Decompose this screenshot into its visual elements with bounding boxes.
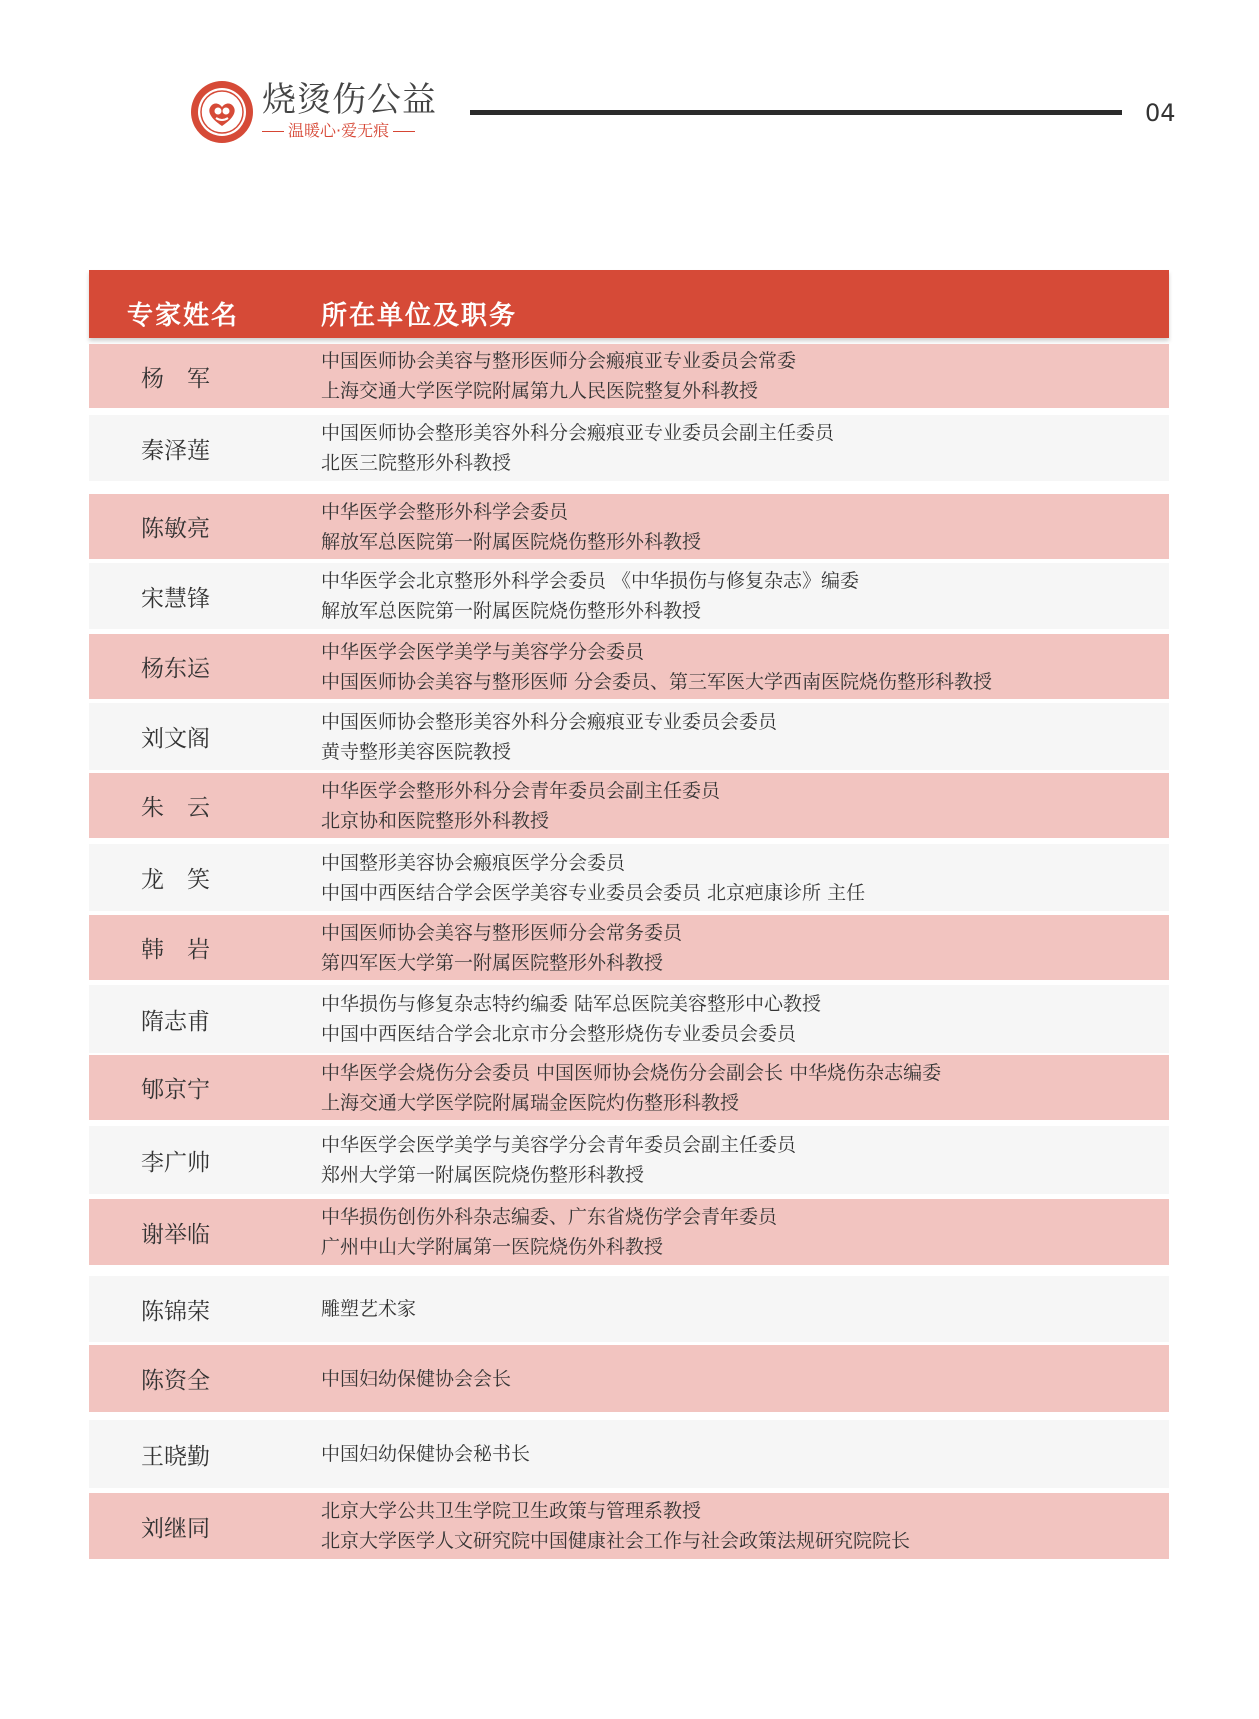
affiliation-line: 中华医学会烧伤分会委员 中国医师协会烧伤分会副会长 中华烧伤杂志编委 bbox=[321, 1061, 942, 1084]
header-unit-position: 所在单位及职务 bbox=[321, 301, 518, 331]
expert-name: 郇京宁 bbox=[141, 1077, 210, 1103]
expert-name: 刘文阁 bbox=[141, 726, 210, 752]
page-header bbox=[0, 0, 1259, 180]
affiliation-line: 上海交通大学医学院附属瑞金医院灼伤整形科教授 bbox=[321, 1091, 740, 1114]
table-row bbox=[89, 634, 1169, 699]
affiliation-line: 中华医学会整形外科学会委员 bbox=[321, 500, 569, 523]
table-row bbox=[89, 1199, 1169, 1265]
expert-name: 陈敏亮 bbox=[141, 516, 210, 542]
affiliation-line: 郑州大学第一附属医院烧伤整形科教授 bbox=[321, 1164, 645, 1186]
affiliation-line: 中国医师协会美容与整形医师分会瘢痕亚专业委员会常委 bbox=[321, 350, 797, 372]
expert-affiliation bbox=[321, 1493, 910, 1559]
affiliation-line: 中华医学会北京整形外科学会委员 《中华损伤与修复杂志》编委 bbox=[321, 570, 860, 592]
heart-logo-icon bbox=[190, 80, 254, 144]
table-row bbox=[89, 844, 1169, 911]
page-number: 04 bbox=[1145, 99, 1176, 127]
affiliation-line: 北京大学医学人文研究院中国健康社会工作与社会政策法规研究院院长 bbox=[321, 1530, 911, 1552]
expert-affiliation bbox=[321, 415, 834, 481]
affiliation-line: 北京协和医院整形外科教授 bbox=[321, 809, 550, 832]
slogan-dash-right bbox=[393, 131, 415, 132]
expert-name: 杨东运 bbox=[141, 656, 210, 682]
expert-name: 隋志甫 bbox=[141, 1008, 210, 1035]
expert-affiliation bbox=[321, 1199, 777, 1265]
affiliation-line: 中华损伤与修复杂志特约编委 陆军总医院美容整形中心教授 bbox=[321, 993, 822, 1015]
expert-name: 陈锦荣 bbox=[141, 1298, 210, 1325]
expert-affiliation bbox=[321, 344, 796, 408]
expert-affiliation bbox=[321, 494, 701, 559]
table-row bbox=[89, 1055, 1169, 1120]
table-row bbox=[89, 344, 1169, 408]
affiliation-line: 第四军医大学第一附属医院整形外科教授 bbox=[321, 951, 664, 974]
expert-affiliation bbox=[321, 634, 992, 699]
affiliation-line: 中国医师协会美容与整形医师分会常务委员 bbox=[321, 921, 683, 944]
table-row bbox=[89, 1345, 1169, 1412]
brand-slogan bbox=[258, 121, 419, 141]
expert-name: 杨 军 bbox=[141, 365, 210, 392]
expert-affiliation bbox=[321, 1055, 941, 1120]
affiliation-line: 中国中西医结合学会北京市分会整形烧伤专业委员会委员 bbox=[321, 1023, 797, 1045]
table-row bbox=[89, 773, 1169, 838]
affiliation-line: 中国医师协会美容与整形医师 分会委员、第三军医大学西南医院烧伤整形科教授 bbox=[321, 670, 993, 693]
affiliation-line: 中国中西医结合学会医学美容专业委员会委员 北京疤康诊所 主任 bbox=[321, 881, 866, 904]
affiliation-line: 黄寺整形美容医院教授 bbox=[321, 740, 512, 763]
affiliation-line: 广州中山大学附属第一医院烧伤外科教授 bbox=[321, 1236, 664, 1258]
expert-name: 王晓勤 bbox=[141, 1443, 210, 1470]
expert-name: 刘继同 bbox=[141, 1515, 210, 1542]
expert-name: 龙 笑 bbox=[141, 867, 210, 893]
expert-name: 李广帅 bbox=[141, 1149, 210, 1176]
expert-affiliation bbox=[321, 773, 720, 838]
expert-table bbox=[89, 270, 1169, 1552]
affiliation-line: 北京大学公共卫生学院卫生政策与管理系教授 bbox=[321, 1500, 702, 1522]
expert-name: 陈资全 bbox=[141, 1368, 210, 1394]
affiliation-line: 中华医学会医学美学与美容学分会委员 bbox=[321, 640, 645, 663]
table-row bbox=[89, 1126, 1169, 1194]
table-header bbox=[89, 270, 1169, 338]
expert-affiliation bbox=[321, 915, 682, 980]
slogan-dash-left bbox=[262, 131, 284, 132]
table-row bbox=[89, 415, 1169, 481]
affiliation-line: 中国妇幼保健协会秘书长 bbox=[321, 1443, 531, 1465]
table-row bbox=[89, 1276, 1169, 1342]
table-row bbox=[89, 985, 1169, 1053]
expert-name: 朱 云 bbox=[141, 795, 210, 821]
expert-affiliation bbox=[321, 1345, 511, 1412]
affiliation-line: 中国妇幼保健协会会长 bbox=[321, 1367, 512, 1390]
slogan-text: 温暖心·爱无痕 bbox=[288, 121, 390, 140]
affiliation-line: 解放军总医院第一附属医院烧伤整形外科教授 bbox=[321, 530, 702, 553]
affiliation-line: 中国整形美容协会瘢痕医学分会委员 bbox=[321, 851, 626, 874]
table-row bbox=[89, 1420, 1169, 1488]
affiliation-line: 中华损伤创伤外科杂志编委、广东省烧伤学会青年委员 bbox=[321, 1206, 778, 1228]
affiliation-line: 中华医学会医学美学与美容学分会青年委员会副主任委员 bbox=[321, 1134, 797, 1156]
table-row bbox=[89, 703, 1169, 770]
expert-affiliation bbox=[321, 985, 821, 1053]
affiliation-line: 北医三院整形外科教授 bbox=[321, 452, 512, 474]
expert-name: 谢举临 bbox=[141, 1221, 210, 1248]
table-row bbox=[89, 1493, 1169, 1559]
affiliation-line: 中华医学会整形外科分会青年委员会副主任委员 bbox=[321, 779, 721, 802]
affiliation-line: 上海交通大学医学院附属第九人民医院整复外科教授 bbox=[321, 380, 759, 402]
expert-name: 秦泽莲 bbox=[141, 437, 210, 464]
table-row bbox=[89, 915, 1169, 980]
expert-affiliation bbox=[321, 563, 859, 629]
table-row bbox=[89, 563, 1169, 629]
brand-name: 烧烫伤公益 bbox=[262, 80, 437, 120]
affiliation-line: 中国医师协会整形美容外科分会瘢痕亚专业委员会委员 bbox=[321, 710, 778, 733]
expert-affiliation bbox=[321, 1276, 416, 1342]
affiliation-line: 中国医师协会整形美容外科分会瘢痕亚专业委员会副主任委员 bbox=[321, 422, 835, 444]
header-rule bbox=[470, 110, 1122, 115]
expert-affiliation bbox=[321, 844, 865, 911]
expert-affiliation bbox=[321, 703, 777, 770]
table-row bbox=[89, 494, 1169, 559]
affiliation-line: 雕塑艺术家 bbox=[321, 1298, 417, 1320]
expert-affiliation bbox=[321, 1420, 530, 1488]
expert-affiliation bbox=[321, 1126, 796, 1194]
header-expert-name: 专家姓名 bbox=[127, 301, 240, 331]
expert-name: 宋慧锋 bbox=[141, 585, 210, 612]
affiliation-line: 解放军总医院第一附属医院烧伤整形外科教授 bbox=[321, 600, 702, 622]
expert-name: 韩 岩 bbox=[141, 937, 210, 963]
